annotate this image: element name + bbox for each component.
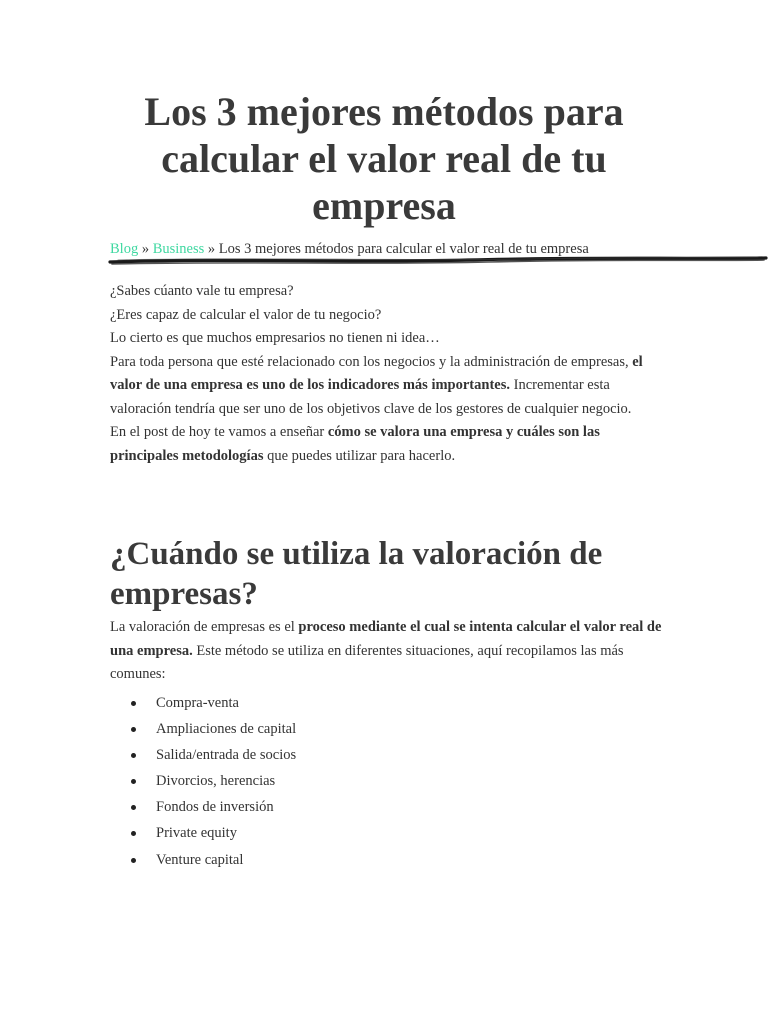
breadcrumb-link-blog[interactable]: Blog (110, 241, 139, 257)
breadcrumb-link-business[interactable]: Business (152, 241, 205, 257)
section-text-segment: La valoración de empresas es el (110, 619, 299, 635)
brush-divider (108, 254, 768, 268)
intro-paragraph (110, 351, 670, 422)
intro-text-segment: En el post de hoy te vamos a enseñar (110, 424, 328, 440)
bullet-icon (131, 831, 136, 836)
list-item (110, 742, 670, 768)
bullet-icon (131, 779, 136, 784)
list-item (110, 820, 670, 846)
intro-text-segment: que puedes utilizar para hacerlo. (263, 447, 456, 464)
section-heading: ¿Cuándo se utiliza la valoración de empresas? (110, 536, 603, 612)
list-item-label: Divorcios, herencias (156, 773, 276, 790)
intro-paragraph: ¿Sabes cúanto vale tu empresa? (110, 283, 294, 299)
list-item-label: Salida/entrada de socios (156, 746, 297, 763)
list-item (110, 847, 670, 873)
list-item (110, 716, 670, 742)
uses-list (110, 690, 670, 873)
section-bold-text: proceso mediante el cual se intenta calcular el valor real de una empresa. (110, 619, 662, 659)
list-item-label: Compra-venta (156, 694, 239, 711)
list-item (110, 690, 670, 716)
bullet-icon (131, 858, 136, 863)
section-paragraph (110, 616, 670, 687)
list-item-label: Private equity (156, 825, 237, 842)
bullet-icon (131, 727, 136, 732)
bullet-icon (131, 805, 136, 810)
intro-text-segment: Incrementar esta valoración tendría que ser uno de los objetivos clave de los gestores de cualquier negocio. (110, 377, 632, 417)
section-text-segment: Este método se utiliza en diferentes situaciones, aquí recopilamos las más comunes: (110, 642, 624, 682)
bullet-icon (131, 753, 136, 758)
intro-bold-text: cómo se valora una empresa y cuáles son las principales metodologías (110, 424, 600, 464)
list-item-label: Venture capital (156, 851, 244, 868)
list-item-label: Fondos de inversión (156, 799, 274, 816)
list-item (110, 794, 670, 820)
intro-paragraph: Lo cierto es que muchos empresarios no tienen ni idea… (110, 330, 440, 346)
intro-paragraph (110, 421, 670, 468)
breadcrumb-current: Los 3 mejores métodos para calcular el valor real de tu empresa (218, 241, 589, 257)
intro-bold-text: el valor de una empresa es uno de los indicadores más importantes. (110, 353, 643, 393)
breadcrumb-separator: » (138, 241, 153, 257)
list-item (110, 768, 670, 794)
bullet-icon (131, 701, 136, 706)
list-item-label: Ampliaciones de capital (156, 720, 297, 737)
page-title: Los 3 mejores métodos para calcular el valor real de tu empresa (144, 89, 624, 228)
intro-text-segment: Para toda persona que esté relacionado con los negocios y la administración de empresas, (110, 353, 633, 370)
section-body (110, 616, 670, 873)
intro-paragraph: ¿Eres capaz de calcular el valor de tu negocio? (110, 306, 382, 323)
intro-text (110, 280, 670, 468)
breadcrumb-separator: » (204, 241, 219, 257)
